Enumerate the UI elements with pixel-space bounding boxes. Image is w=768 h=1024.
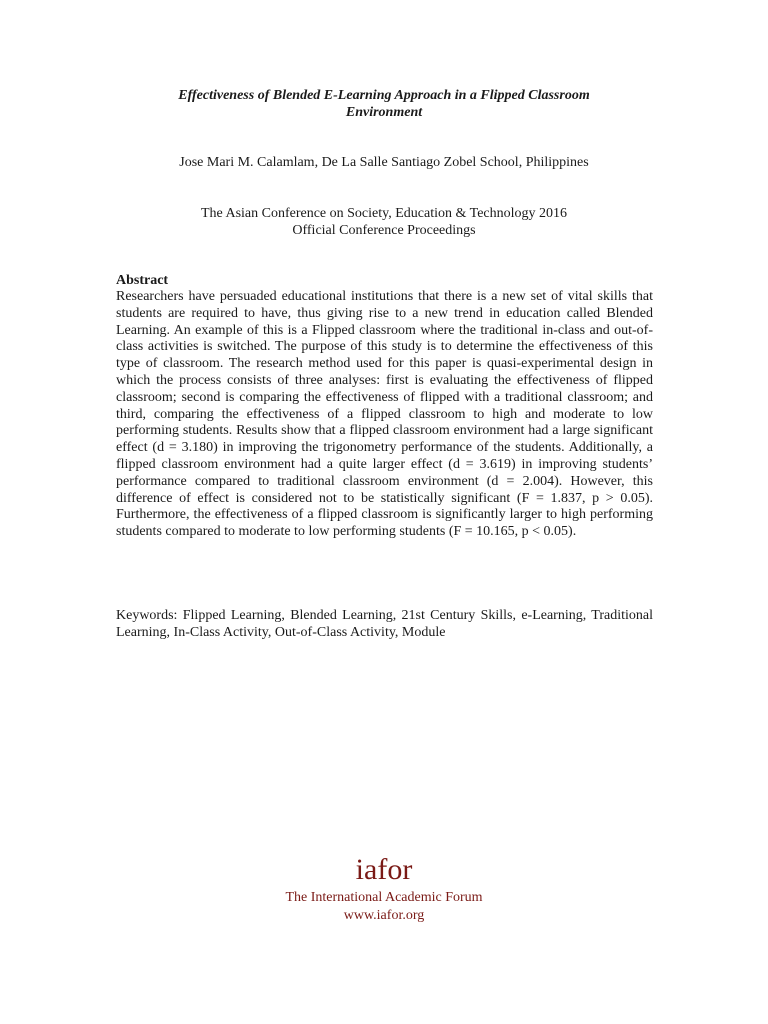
- conference-info: [100, 205, 668, 239]
- conference-name: The Asian Conference on Society, Education & Technology 2016: [200, 206, 568, 221]
- proceedings-label: Official Conference Proceedings: [292, 223, 476, 238]
- paper-title: [116, 87, 652, 121]
- organization-name: The International Academic Forum: [285, 890, 483, 905]
- iafor-logo-text: iafor: [355, 853, 413, 886]
- abstract-text: Researchers have persuaded educational institutions that there is a new set of vital skills that students are required to have, thus giving rise to a new trend in education called Blended Learning. An example of this is a Flipped classroom where the traditional in-class and out-of-class activities is switched. The purpose of this study is to determine the effectiveness of this type of classroom. The research method used for this paper is quasi-experimental design in which the process consists of three analyses: first is evaluating the effectiveness of flipped classroom; second is comparing the effectiveness of flipped with a traditional classroom; and third, comparing the effectiveness of a flipped classroom to high and moderate to low performing students. Results show that a flipped classroom environment had a large significant effect (d = 3.180) in improving the trigonometry performance of the students. Additionally, a flipped classroom environment had a quite larger effect (d = 3.619) in improving students’ performance compared to traditional classroom environment (d = 2.004). However, this difference of effect is considered not to be statistically significant (F = 1.837, p > 0.05). Furthermore, the effectiveness of a flipped classroom is significantly larger to high performing students compared to moderate to low performing students (F = 10.165, p < 0.05).: [116, 289, 653, 540]
- keywords: Keywords: Flipped Learning, Blended Learning, 21st Century Skills, e-Learning, Traditional Learning, In-Class Activity, Out-of-Class Activity, Module: [116, 608, 653, 640]
- paper-title-line-1: Effectiveness of Blended E-Learning Approach in a Flipped Classroom: [178, 88, 590, 103]
- abstract-heading: Abstract: [116, 273, 169, 288]
- author-affiliation: Jose Mari M. Calamlam, De La Salle Santiago Zobel School, Philippines: [179, 155, 589, 170]
- paper-title-line-2: Environment: [345, 105, 423, 120]
- organization-url[interactable]: www.iafor.org: [343, 908, 425, 923]
